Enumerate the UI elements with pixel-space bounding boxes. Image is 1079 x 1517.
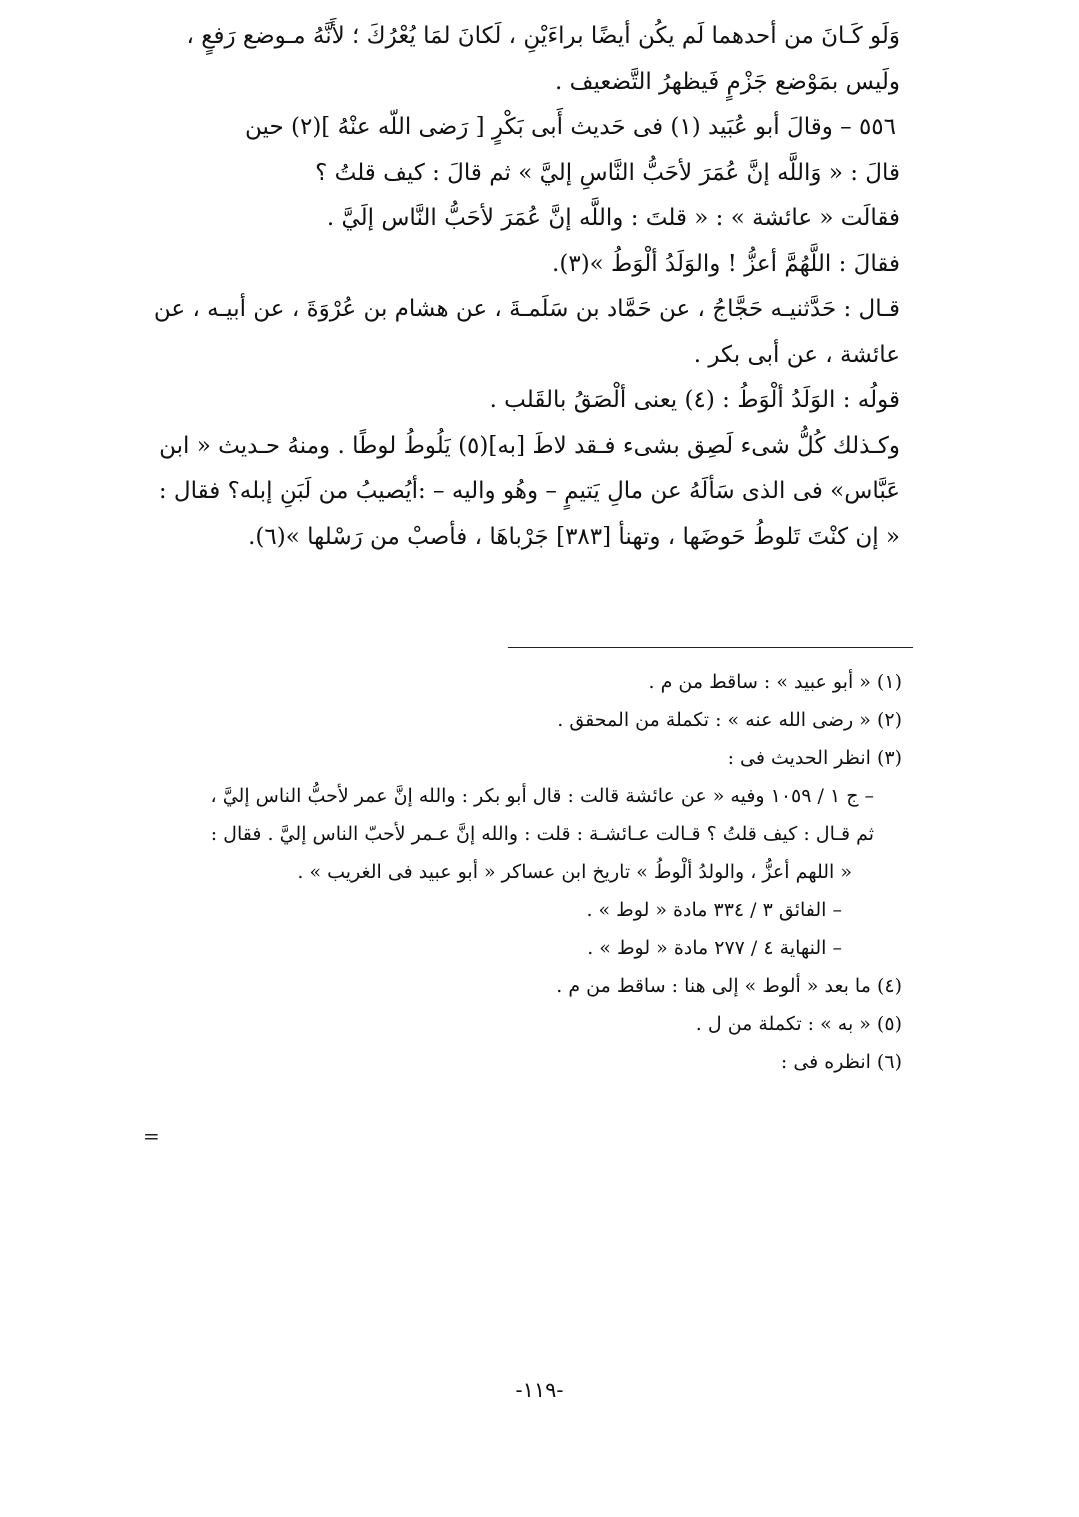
footnote-2: (٢) « رضى الله عنه » : تكملة من المحقق . [557,709,902,731]
footnote-3-reference: – النهاية ٤ / ٢٧٧ مادة « لوط » . [587,937,842,959]
text-line: وكـذلك كُلُّ شىء لَصِق بشىء فـقد لاطَ [به](٥) يَلُوطُ لوطًا . ومنهُ حـديث « ابن [159,432,900,459]
margin-continuation-mark: = [143,1124,160,1148]
footnote-6: (٦) انظره فى : [780,1051,902,1073]
footnote-5: (٥) « به » : تكملة من ل . [695,1013,902,1035]
text-line: ولَيس بمَوْضع جَزْمٍ فَيظهرُ التَّضعيف . [555,68,900,95]
footnote-divider [508,647,913,648]
text-line: فقالَت « عائشة » : « قلتَ : واللَّه إنَّ عُمَرَ لأحَبُّ النَّاس إلَيَّ . [326,205,900,231]
text-line: « إن كنْتَ تَلوطُ حَوضَها ، وتهنأ [٣٨٣] جَرْباهَا ، فأصبْ من رَسْلها »(٦). [248,523,900,550]
text-line: قالَ : « وَاللَّه إنَّ عُمَرَ لأحَبُّ النَّاسِ إليَّ » ثم قالَ : كيف قلتُ ؟ [315,159,900,186]
footnote-3-reference: – الفائق ٣ / ٣٣٤ مادة « لوط » . [586,899,842,921]
text-line: عائشة ، عن أبى بكر . [693,341,900,368]
text-line: قولُه : الوَلَدُ ألْوَطُ : (٤) يعنى ألْصَقُ بالقَلب . [489,387,900,413]
text-line: عَبَّاس» فى الذى سَألَهُ عن مالِ يَتيمٍ – وهُو واليه – :أيُصيبُ من لَبَنِ إبله؟ فقال : [158,478,900,504]
footnotes-block [150,668,902,1086]
text-line: ٥٥٦ – وقالَ أبو عُبَيد (١) فى حَديث أَبى بَكْرٍ [ رَضى اللّه عنْهُ ](٢) حين [245,114,896,140]
text-line: وَلَو كَـانَ من أحدهما لَم يكُن أيضًا براءَيْنِ ، لَكانَ لمَا يُعْرُكَ ؛ لأَنَّهُ مـوضع رَفعٍ ، [186,23,900,49]
footnote-3-reference-cont: ثم قـال : كيف قلتُ ؟ قـالت عـائشـة : قلت : والله إنَّ عـمر لأحبّ الناس إليَّ . فقال : [210,823,874,845]
page-number: -١١٩- [515,1378,564,1402]
text-line: قـال : حَدَّثنيـه حَجَّاجُ ، عن حَمَّاد بن سَلَمـةَ ، عن هشام بن عُرْوَةَ ، عن أبيـه ، عن [153,296,900,322]
footnote-3-reference-cont: « اللهم أعزُّ ، والولدُ ألْوطُ » تاريخ ابن عساكر « أبو عبيد فى الغريب » . [297,861,852,883]
footnote-3-reference: – ج ١ / ١٠٥٩ وفيه « عن عائشة قالت : قال أبو بكر : والله إنَّ عمر لأحبُّ الناس إليَّ ، [210,785,874,807]
footnote-4: (٤) ما بعد « ألوط » إلى هنا : ساقط من م . [556,975,902,997]
text-line: فقالَ : اللَّهُمَّ أعزُّ ! والوَلَدُ ألْوَطُ »(٣). [552,250,900,277]
main-text-block [150,14,900,560]
footnote-1: (١) « أبو عبيد » : ساقط من م . [648,671,902,693]
footnote-3: (٣) انظر الحديث فى : [727,747,902,769]
